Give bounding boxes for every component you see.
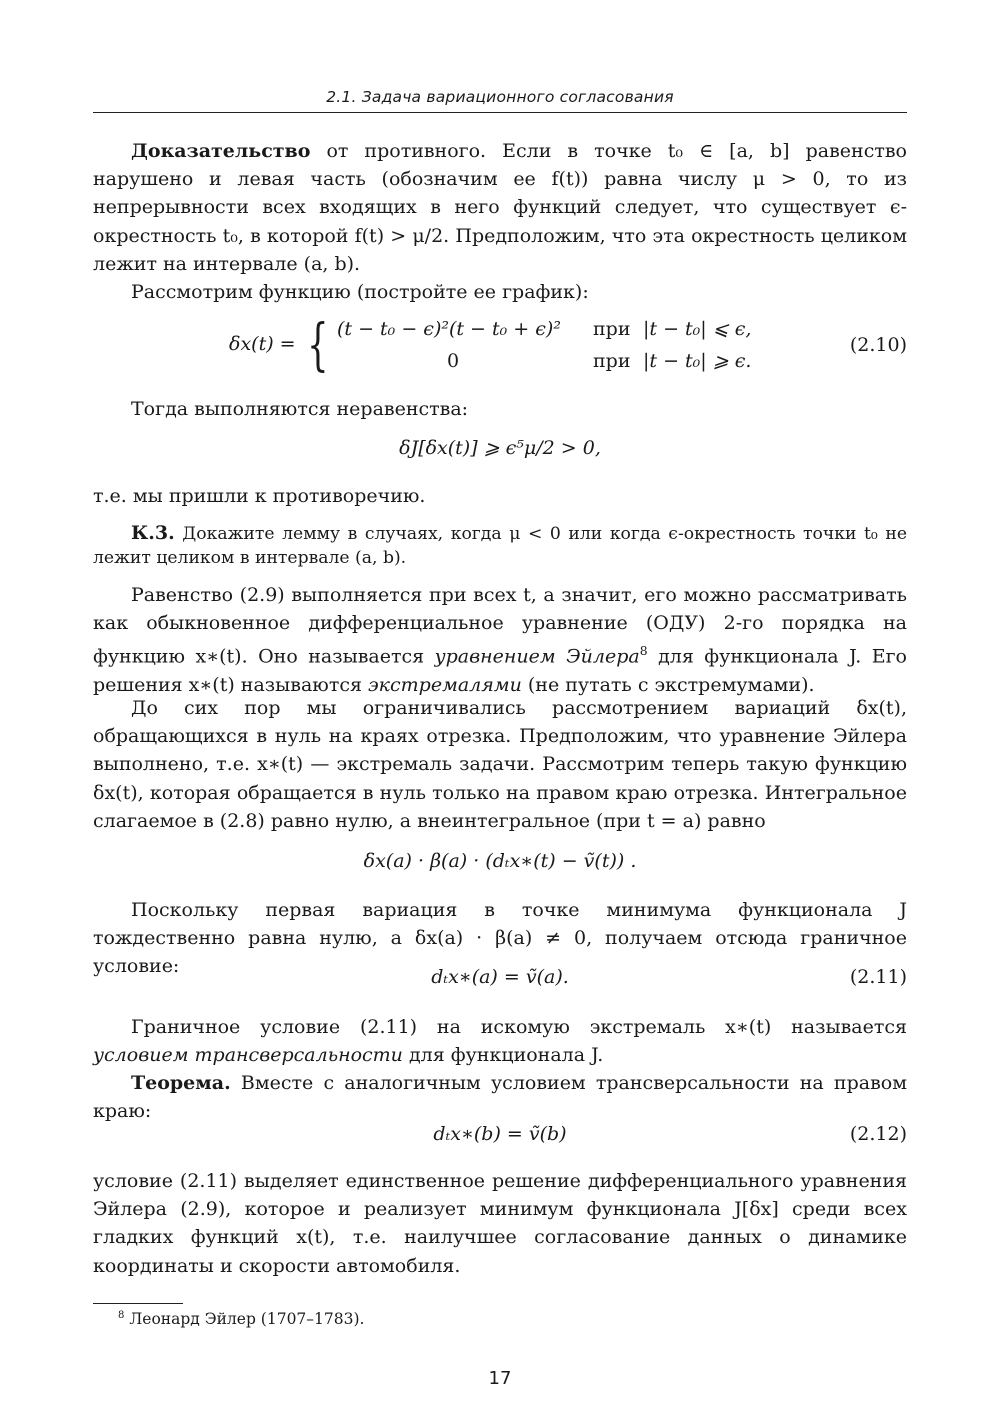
equation-2-10 — [93, 313, 907, 380]
inequality-formula: δJ[δx(t)] ⩾ ϵ⁵μ/2 > 0, — [399, 437, 601, 459]
header-rule — [93, 112, 907, 113]
variations-paragraph: До сих пор мы ограничивались рассмотрением вариаций δx(t), обращающихся в нуль на краях отрезка. Предположим, что уравнение Эйлера выполнено, т.е. x∗(t) — экстремаль задачи. Рассмотрим теперь такую функцию δx(t), которая обращается в нуль только на правом краю отрезка. Интегральное слагаемое в (2.8) равно нулю, а внеинтегральное (при t = a) равно — [93, 697, 907, 832]
euler-text-1: Равенство (2.9) выполняется при всех t, а значит, его можно рассматривать как обыкновенное дифференциальное уравнение (ОДУ) 2-го порядка на функцию x∗(t). Оно называется — [93, 584, 907, 668]
proof-paragraph — [93, 137, 907, 278]
equation-2-12-number: (2.12) — [849, 1123, 907, 1145]
equation-2-11 — [93, 966, 907, 988]
running-header: 2.1. Задача вариационного согласования — [326, 88, 674, 106]
exercise-text: Докажите лемму в случаях, когда μ < 0 или когда ϵ-окрестность точки t₀ не лежит целиком в интервале (a, b). — [93, 524, 907, 568]
equation-lhs: δx(t) = — [229, 333, 296, 355]
then-paragraph: Тогда выполняются неравенства: — [131, 398, 469, 420]
case2-condition: |t − t₀| ⩾ ϵ. — [643, 350, 752, 372]
equation-number: (2.10) — [849, 334, 907, 356]
left-brace: { — [307, 313, 329, 378]
conclusion-paragraph: условие (2.11) выделяет единственное решение дифференциального уравнения Эйлера (2.9), которое и реализует минимум функционала J[δx] среди всех гладких функций x(t), т.е. наилучшее согласование данных о динамике координаты и скорости автомобиля. — [93, 1170, 907, 1277]
case1-condition-word: при — [593, 318, 631, 340]
equation-2-11-body: dₜx∗(a) = ṽ(a). — [431, 966, 569, 988]
case2-expression: 0 — [447, 350, 460, 372]
transversality-text-2: для функционала J. — [402, 1044, 604, 1067]
footnote — [118, 1310, 364, 1328]
equation-2-11-number: (2.11) — [849, 966, 907, 988]
footnote-text: Леонард Эйлер (1707–1783). — [124, 1310, 365, 1329]
contradiction-paragraph: т.е. мы пришли к противоречию. — [93, 485, 426, 507]
theorem-label: Теорема. — [131, 1072, 231, 1094]
exercise-paragraph — [93, 521, 907, 570]
equation-2-12 — [93, 1123, 907, 1145]
since-paragraph: Поскольку первая вариация в точке минимума функционала J тождественно равна нулю, а δx(a) · β(a) ≠ 0, получаем отсюда граничное условие: — [93, 899, 907, 978]
proof-text: от противного. Если в точке t₀ ∈ [a, b] равенство нарушено и левая часть (обозначим ее f(t)) равна числу μ > 0, то из непрерывности всех входящих в него функций следует, что существует ϵ-окрестность t₀, в которой f(t) > μ/2. Предположим, что эта окрестность целиком лежит на интервале (a, b). — [93, 140, 907, 275]
term-extremals: экстремалями — [368, 673, 522, 696]
footnote-rule — [93, 1303, 183, 1304]
footnote-mark: 8 — [118, 1310, 125, 1321]
exercise-label: К.3. — [131, 522, 175, 544]
piecewise-definition — [93, 313, 907, 380]
case1-expression: (t − t₀ − ϵ)²(t − t₀ + ϵ)² — [337, 318, 561, 340]
euler-paragraph — [93, 581, 907, 699]
boundary-term-formula: δx(a) · β(a) · (dₜx∗(t) − ṽ(t)) . — [363, 850, 637, 872]
case2-condition-word: при — [593, 350, 631, 372]
euler-text-3: (не путать с экстремумами). — [521, 673, 815, 696]
proof-label: Доказательство — [131, 140, 311, 162]
transversality-paragraph — [93, 1013, 907, 1069]
theorem-paragraph — [93, 1069, 907, 1125]
euler-text-2: для функционала J. Его решения x∗(t) называются — [93, 645, 907, 696]
theorem-text: Вместе с аналогичным условием трансверсальности на правом краю: — [93, 1072, 907, 1123]
term-transversality: условием трансверсальности — [93, 1044, 403, 1067]
footnote-reference: 8 — [639, 644, 648, 659]
term-euler-equation: уравнением Эйлера — [434, 645, 640, 668]
transversality-text-1: Граничное условие (2.11) на искомую экстремаль x∗(t) называется — [131, 1016, 907, 1038]
equation-2-12-body: dₜx∗(b) = ṽ(b) — [433, 1123, 567, 1145]
case1-condition: |t − t₀| ⩽ ϵ, — [643, 318, 752, 340]
consider-paragraph: Рассмотрим функцию (постройте ее график): — [131, 281, 589, 303]
page-number: 17 — [488, 1368, 512, 1389]
